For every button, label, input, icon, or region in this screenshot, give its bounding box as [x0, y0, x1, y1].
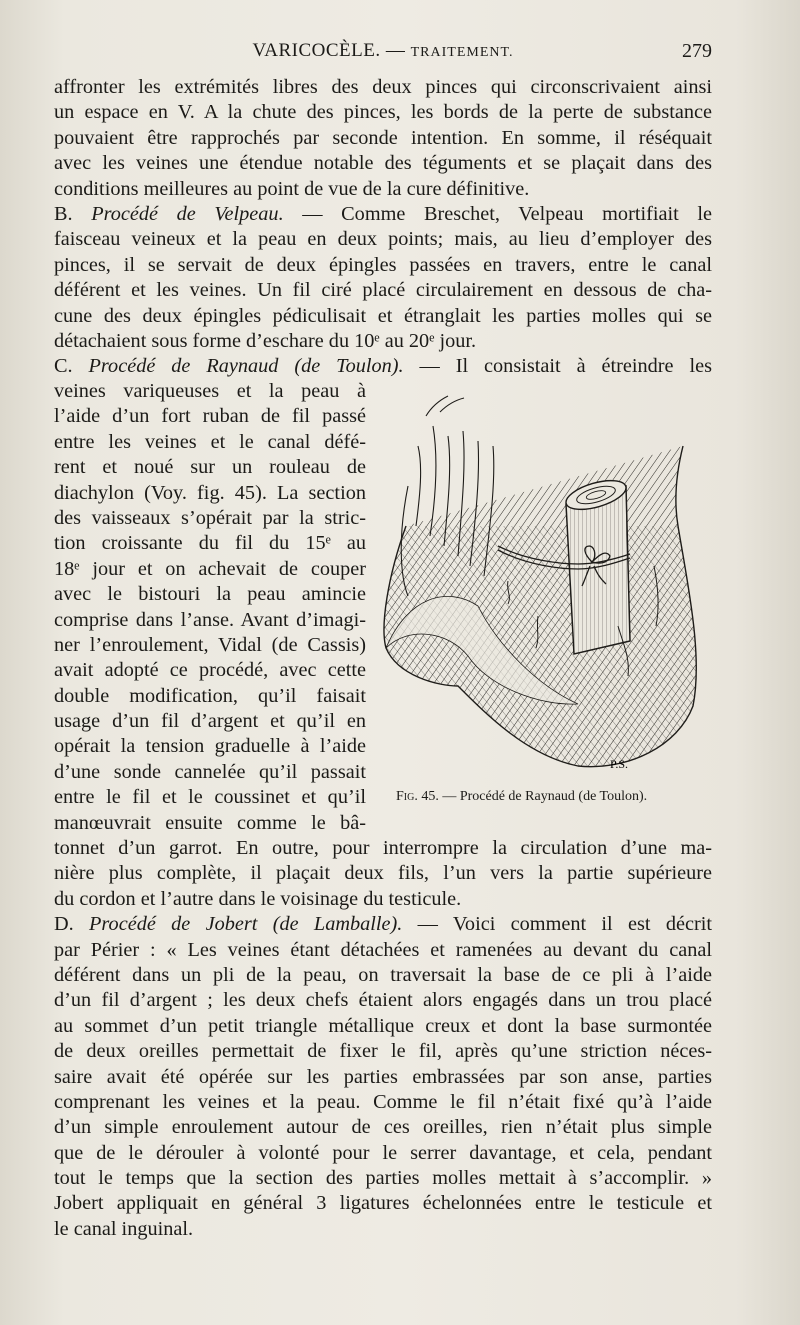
running-title — [54, 40, 712, 62]
text-line: cune des deux épingles pédiculisait et étranglait les parties molles qui se — [54, 304, 712, 327]
title-dash: — — [380, 40, 411, 61]
running-head — [54, 40, 712, 70]
text-run: — Comme Breschet, Velpeau mortifiait le — [283, 202, 713, 225]
section-title: TRAITEMENT. — [410, 45, 514, 60]
text-line: entre les veines et le canal défé- — [54, 430, 366, 453]
text-line: diachylon (Voy. fig. 45). La section — [54, 481, 366, 504]
text-line: comprise dans l’anse. Avant d’imagi- — [54, 608, 366, 631]
heading-line-b — [54, 202, 712, 227]
text-line: déférent et les veines. Un fil ciré placé circulairement en dessous de cha- — [54, 279, 712, 302]
text-line: avec le bistouri la peau amincie — [54, 583, 366, 606]
text-line: ner l’enroulement, Vidal (de Cassis) — [54, 633, 366, 656]
text-line: tonnet d’un garrot. En outre, pour interrompre la circulation d’une ma- — [54, 837, 712, 859]
text-line: rent et noué sur un rouleau de — [54, 456, 366, 479]
text-run: — Voici comment il est décrit — [402, 913, 713, 936]
figure-45-illustration — [378, 386, 710, 786]
text-line: conditions meilleures au point de vue de la cure définitive. — [54, 177, 530, 200]
text-line: du cordon et l’autre dans le voisinage du testicule. — [54, 887, 462, 910]
text-line: double modification, qu’il faisait — [54, 684, 366, 707]
text-line: le canal inguinal. — [54, 1217, 194, 1240]
text-line: pouvaient être rapprochés par seconde intention. En somme, il réséquait — [54, 126, 712, 149]
section-letter-b: B. — [54, 202, 92, 225]
procedure-title-jobert: Procédé de Jobert (de Lamballe). — [89, 913, 403, 936]
text-line: usage d’un fil d’argent et qu’il en — [54, 710, 366, 733]
text-line: saire avait été opérée sur les parties embrassées par son anse, parties — [54, 1065, 712, 1088]
text-line: pinces, il se servait de deux épingles passées en travers, entre le canal — [54, 253, 712, 276]
text-line: comprenant les veines et la peau. Comme le fil n’était fixé qu’à l’aide — [54, 1090, 712, 1113]
section-letter-d: D. — [54, 913, 90, 936]
caption-label: Fig. 45. — [396, 789, 439, 804]
body-text-bottom — [54, 836, 712, 1242]
text-line: par Périer : « Les veines étant détachées et ramenées au devant du canal — [54, 938, 712, 961]
text-line: affronter les extrémités libres des deux pinces qui circonscrivaient ainsi — [54, 76, 712, 98]
text-line: entre le fil et le coussinet et qu’il — [54, 786, 366, 809]
text-line: manœuvrait ensuite comme le bâ- — [54, 811, 366, 834]
figure-caption — [396, 788, 706, 806]
text-line: d’une sonde cannelée qu’il passait — [54, 760, 366, 783]
engraving-drawing — [378, 386, 710, 786]
text-line: Jobert appliquait en général 3 ligatures échelonnées entre le testicule et — [54, 1192, 712, 1215]
engraver-signature: P.S. — [610, 757, 629, 771]
text-line: opérait la tension graduelle à l’aide — [54, 735, 366, 758]
text-line: 18ᵉ jour et on achevait de couper — [54, 557, 366, 580]
text-line: au sommet d’un petit triangle métallique creux et dont la base surmontée — [54, 1014, 712, 1037]
text-line: tout le temps que la section des parties molles mettait à s’accomplir. » — [54, 1167, 712, 1190]
text-line: que de le dérouler à volonté pour le serrer davantage, et cela, pendant — [54, 1141, 712, 1164]
procedure-title-raynaud: Procédé de Raynaud (de Toulon). — [88, 355, 404, 378]
section-letter-c: C. — [54, 355, 89, 378]
page-number: 279 — [682, 40, 712, 62]
chapter-title: VARICOCÈLE. — [252, 40, 381, 61]
caption-text: — Procédé de Raynaud (de Toulon). — [438, 789, 648, 804]
text-line: tion croissante du fil du 15ᵉ au — [54, 532, 366, 555]
text-line: un espace en V. A la chute des pinces, les bords de la perte de substance — [54, 101, 712, 124]
text-run: — Il consistait à étreindre les — [403, 355, 713, 378]
text-line: l’aide d’un fort ruban de fil passé — [54, 405, 366, 428]
text-line: de deux oreilles permettait de fixer le fil, après qu’une striction néces- — [54, 1040, 712, 1063]
text-line: des vaisseaux s’opérait par la stric- — [54, 506, 366, 529]
text-line: détachaient sous forme d’eschare du 10ᵉ au 20ᵉ jour. — [54, 329, 477, 352]
heading-line-d — [54, 912, 712, 937]
text-line: veines variqueuses et la peau à — [54, 380, 366, 402]
text-line: avait adopté ce procédé, avec cette — [54, 659, 366, 682]
text-line: nière plus complète, il plaçait deux fils, l’un vers la partie supérieure — [54, 862, 712, 885]
text-line: avec les veines une étendue notable des téguments et se plaçait dans des — [54, 152, 712, 175]
text-line: d’un simple enroulement autour de ces oreilles, rien n’était plus simple — [54, 1116, 712, 1139]
heading-line-c — [54, 354, 712, 379]
text-line: d’un fil d’argent ; les deux chefs étaient alors engagés dans un trou placé — [54, 989, 712, 1012]
text-line: déférent dans un pli de la peau, on traversait la base de ce pli à l’aide — [54, 963, 712, 986]
procedure-title-velpeau: Procédé de Velpeau. — [91, 202, 284, 225]
body-text-top — [54, 75, 712, 380]
text-line: faisceau veineux et la peau en deux points; mais, au lieu d’employer des — [54, 228, 712, 251]
